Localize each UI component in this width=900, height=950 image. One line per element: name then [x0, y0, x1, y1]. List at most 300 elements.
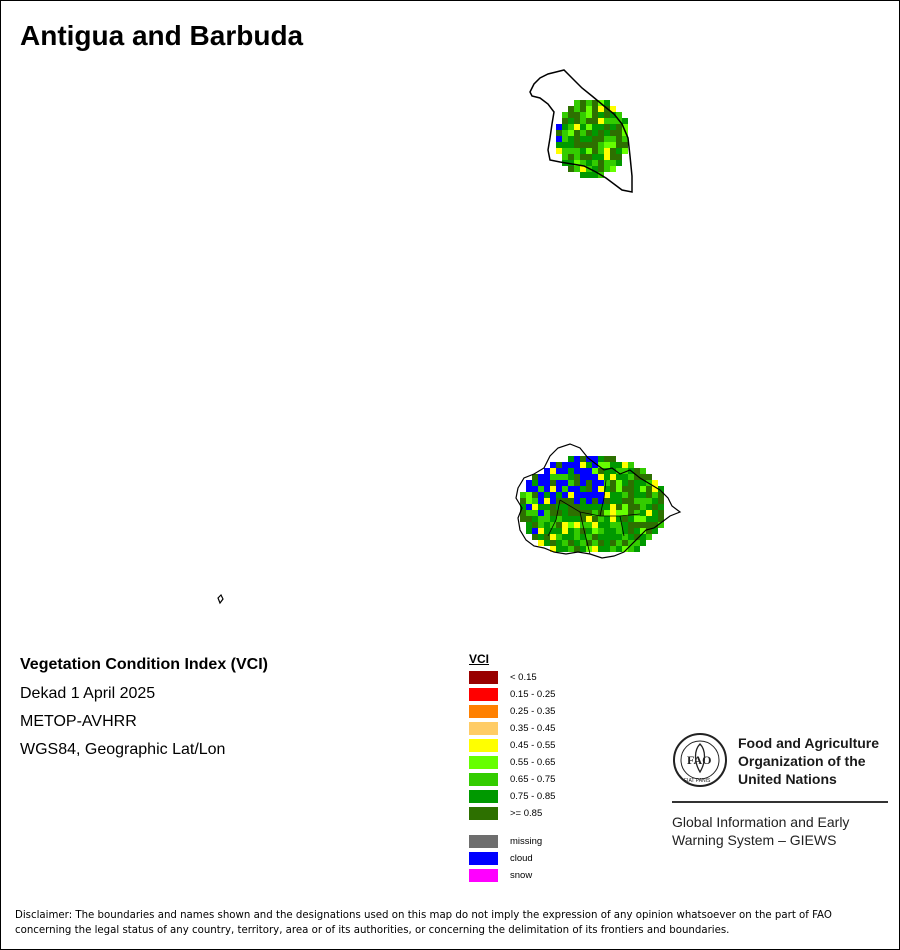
legend-class-row — [469, 788, 555, 805]
vci-pixel — [616, 510, 622, 516]
period-text: Dekad 1 April 2025 — [20, 685, 156, 702]
vci-pixel — [610, 160, 616, 166]
vci-pixel — [604, 546, 610, 552]
vci-pixel — [604, 510, 610, 516]
vci-pixel — [562, 154, 568, 160]
vci-legend — [469, 652, 555, 884]
vci-pixel — [658, 504, 664, 510]
vci-pixel — [580, 148, 586, 154]
vci-pixel — [580, 106, 586, 112]
vci-pixel — [568, 124, 574, 130]
vci-pixel — [574, 474, 580, 480]
vci-pixel — [592, 522, 598, 528]
sensor-text: METOP-AVHRR — [20, 713, 137, 730]
vci-pixel — [616, 462, 622, 468]
vci-pixel — [604, 528, 610, 534]
vci-pixel — [562, 474, 568, 480]
vci-pixel — [598, 118, 604, 124]
vci-pixel — [538, 492, 544, 498]
vci-pixel — [592, 142, 598, 148]
vci-pixel — [610, 480, 616, 486]
vci-pixel — [640, 492, 646, 498]
vci-pixel — [538, 474, 544, 480]
vci-pixel — [628, 516, 634, 522]
vci-pixel — [586, 468, 592, 474]
vci-pixel — [544, 540, 550, 546]
vci-pixel — [634, 510, 640, 516]
vci-pixel — [520, 516, 526, 522]
vci-pixel — [550, 510, 556, 516]
vci-pixel — [580, 136, 586, 142]
vci-pixel — [646, 522, 652, 528]
vci-pixel — [568, 546, 574, 552]
vci-pixel — [544, 480, 550, 486]
vci-pixel — [538, 510, 544, 516]
vci-pixel — [538, 528, 544, 534]
legend-swatch — [469, 688, 498, 701]
vci-pixel — [580, 456, 586, 462]
vci-pixel — [592, 486, 598, 492]
legend-label: 0.55 - 0.65 — [510, 757, 556, 768]
vci-pixel — [616, 540, 622, 546]
legend-class-row — [469, 754, 555, 771]
vci-pixel — [592, 498, 598, 504]
vci-pixel — [586, 516, 592, 522]
vci-pixel — [544, 522, 550, 528]
legend-label: < 0.15 — [510, 672, 537, 683]
vci-pixel — [568, 486, 574, 492]
vci-pixel — [562, 148, 568, 154]
vci-pixel — [586, 100, 592, 106]
vci-pixel — [526, 480, 532, 486]
vci-pixel — [532, 528, 538, 534]
vci-pixel — [526, 504, 532, 510]
vci-pixel — [628, 474, 634, 480]
vci-pixel — [598, 142, 604, 148]
vci-pixel — [562, 468, 568, 474]
vci-pixel — [568, 456, 574, 462]
vci-pixel — [538, 480, 544, 486]
vci-pixel — [610, 528, 616, 534]
vci-pixel — [634, 498, 640, 504]
vci-pixel — [538, 486, 544, 492]
legend-label: >= 0.85 — [510, 808, 543, 819]
vci-pixel — [526, 522, 532, 528]
vci-pixel — [592, 528, 598, 534]
vci-pixel — [574, 534, 580, 540]
vci-pixel — [556, 474, 562, 480]
vci-pixel — [652, 510, 658, 516]
vci-pixel — [568, 130, 574, 136]
vci-pixel — [646, 492, 652, 498]
vci-pixel — [538, 540, 544, 546]
legend-label: 0.45 - 0.55 — [510, 740, 556, 751]
vci-pixel — [622, 480, 628, 486]
vci-pixel — [556, 486, 562, 492]
legend-label: 0.35 - 0.45 — [510, 723, 556, 734]
vci-pixel — [598, 136, 604, 142]
vci-pixel — [568, 468, 574, 474]
vci-pixel — [640, 510, 646, 516]
vci-pixel — [622, 462, 628, 468]
vci-pixel — [586, 118, 592, 124]
vci-pixel — [532, 510, 538, 516]
fao-name — [738, 734, 879, 788]
vci-pixel — [562, 516, 568, 522]
vci-pixel — [550, 540, 556, 546]
vci-pixel — [598, 456, 604, 462]
legend-label: 0.75 - 0.85 — [510, 791, 556, 802]
vci-pixel — [634, 522, 640, 528]
vci-pixel — [550, 534, 556, 540]
vci-pixel — [598, 166, 604, 172]
vci-pixel — [604, 498, 610, 504]
vci-pixel — [586, 462, 592, 468]
vci-pixel — [592, 492, 598, 498]
vci-pixel — [652, 492, 658, 498]
vci-pixel — [640, 504, 646, 510]
vci-pixel — [574, 148, 580, 154]
vci-pixel — [598, 124, 604, 130]
vci-pixel — [622, 118, 628, 124]
vci-pixel — [586, 486, 592, 492]
vci-pixel — [610, 546, 616, 552]
vci-pixel — [610, 166, 616, 172]
vci-pixel — [586, 106, 592, 112]
vci-pixel — [604, 118, 610, 124]
vci-pixel — [574, 118, 580, 124]
legend-class-row — [469, 703, 555, 720]
projection-text: WGS84, Geographic Lat/Lon — [20, 741, 226, 758]
legend-class-row — [469, 737, 555, 754]
vci-pixel — [610, 142, 616, 148]
vci-pixel — [544, 504, 550, 510]
legend-swatch — [469, 722, 498, 735]
vci-pixel — [652, 498, 658, 504]
vci-pixel — [574, 136, 580, 142]
vci-pixel — [610, 148, 616, 154]
vci-pixel — [574, 516, 580, 522]
vci-pixel — [610, 130, 616, 136]
vci-pixel — [592, 112, 598, 118]
vci-pixel — [598, 106, 604, 112]
vci-pixel — [556, 136, 562, 142]
vci-pixel — [556, 148, 562, 154]
vci-pixel — [628, 504, 634, 510]
vci-pixel — [544, 468, 550, 474]
redonda-islet-outline — [218, 595, 223, 603]
vci-pixel — [592, 130, 598, 136]
fao-name-line2: Organization of the — [738, 753, 866, 769]
legend-special-row — [469, 850, 555, 867]
vci-pixel — [580, 492, 586, 498]
vci-pixel — [592, 154, 598, 160]
vci-pixel — [568, 498, 574, 504]
vci-pixel — [592, 124, 598, 130]
vci-pixel — [634, 546, 640, 552]
vci-pixel — [592, 106, 598, 112]
vci-pixel — [604, 462, 610, 468]
vci-pixel — [556, 124, 562, 130]
fao-divider — [672, 801, 888, 803]
legend-label: snow — [510, 870, 533, 881]
vci-pixel — [580, 504, 586, 510]
vci-pixel — [592, 534, 598, 540]
vci-pixel — [628, 528, 634, 534]
vci-pixel — [586, 534, 592, 540]
vci-pixel — [628, 480, 634, 486]
vci-pixel — [574, 456, 580, 462]
vci-pixel — [556, 142, 562, 148]
vci-pixel — [562, 546, 568, 552]
legend-special-row — [469, 867, 555, 884]
vci-pixel — [556, 480, 562, 486]
vci-pixel — [646, 474, 652, 480]
vci-pixel — [568, 148, 574, 154]
vci-pixel — [598, 112, 604, 118]
vci-pixel — [520, 492, 526, 498]
vci-pixel — [646, 510, 652, 516]
vci-pixel — [556, 468, 562, 474]
vci-pixel — [568, 480, 574, 486]
vci-pixel — [562, 492, 568, 498]
vci-pixel — [610, 124, 616, 130]
vci-pixel — [616, 124, 622, 130]
vci-pixel — [574, 546, 580, 552]
vci-pixel — [616, 492, 622, 498]
vci-pixel — [604, 504, 610, 510]
vci-pixel — [592, 160, 598, 166]
vci-pixel — [622, 498, 628, 504]
legend-class-row — [469, 720, 555, 737]
vci-pixel — [604, 148, 610, 154]
vci-pixel — [532, 486, 538, 492]
fao-name-line3: United Nations — [738, 771, 837, 787]
vci-pixel — [592, 504, 598, 510]
vci-pixel — [586, 504, 592, 510]
vci-pixel — [574, 462, 580, 468]
vci-pixel — [568, 534, 574, 540]
vci-pixel — [616, 480, 622, 486]
vci-pixel — [646, 516, 652, 522]
vci-pixel — [622, 142, 628, 148]
vci-pixel — [544, 510, 550, 516]
map-title: Antigua and Barbuda — [20, 20, 304, 51]
vci-pixel — [604, 142, 610, 148]
vci-pixel — [574, 100, 580, 106]
vci-pixel — [622, 474, 628, 480]
vci-pixel — [562, 522, 568, 528]
vci-pixel — [598, 148, 604, 154]
vci-pixel — [568, 522, 574, 528]
legend-special-classes — [469, 833, 555, 884]
vci-pixel — [628, 492, 634, 498]
vci-pixel — [640, 486, 646, 492]
legend-class-row — [469, 771, 555, 788]
vci-pixel — [646, 504, 652, 510]
vci-pixel — [610, 510, 616, 516]
vci-pixel — [568, 492, 574, 498]
vci-pixel — [574, 142, 580, 148]
vci-pixel — [610, 456, 616, 462]
legend-label: 0.65 - 0.75 — [510, 774, 556, 785]
vci-pixel — [526, 510, 532, 516]
vci-pixel — [628, 522, 634, 528]
vci-pixel — [610, 534, 616, 540]
vci-pixel — [586, 130, 592, 136]
vci-pixel — [550, 486, 556, 492]
vci-pixel — [568, 510, 574, 516]
vci-pixel — [580, 100, 586, 106]
vci-pixel — [526, 528, 532, 534]
vci-pixel — [592, 516, 598, 522]
vci-pixel — [574, 486, 580, 492]
legend-label: 0.25 - 0.35 — [510, 706, 556, 717]
vci-pixel — [586, 498, 592, 504]
vci-pixel — [622, 540, 628, 546]
vci-pixel — [526, 498, 532, 504]
vci-pixel — [556, 462, 562, 468]
vci-pixel — [574, 510, 580, 516]
vci-pixel — [598, 480, 604, 486]
vci-pixel — [604, 124, 610, 130]
vci-pixel — [586, 492, 592, 498]
legend-swatch — [469, 739, 498, 752]
vci-pixel — [652, 504, 658, 510]
vci-pixel — [586, 480, 592, 486]
vci-pixel — [598, 516, 604, 522]
vci-pixel — [634, 528, 640, 534]
vci-pixel — [580, 468, 586, 474]
vci-pixel — [598, 160, 604, 166]
vci-pixel — [652, 516, 658, 522]
vci-pixel — [604, 474, 610, 480]
vci-pixel — [574, 540, 580, 546]
vci-pixel — [568, 540, 574, 546]
vci-pixel — [586, 474, 592, 480]
vci-pixel — [580, 498, 586, 504]
vci-pixel — [592, 546, 598, 552]
vci-pixel — [592, 474, 598, 480]
vci-pixel — [622, 522, 628, 528]
vci-pixel — [532, 480, 538, 486]
vci-pixel — [580, 130, 586, 136]
vci-pixel — [568, 474, 574, 480]
vci-pixel — [538, 516, 544, 522]
vci-pixel — [628, 462, 634, 468]
vci-pixel — [556, 540, 562, 546]
vci-pixel — [598, 528, 604, 534]
giews-line1: Global Information and Early — [672, 814, 850, 830]
vci-pixel — [604, 160, 610, 166]
legend-swatch — [469, 835, 498, 848]
vci-pixel — [610, 522, 616, 528]
vci-pixel — [592, 468, 598, 474]
fao-logo-motto: FIAT PANIS — [684, 778, 711, 784]
vci-pixel — [604, 480, 610, 486]
legend-swatch — [469, 705, 498, 718]
vci-pixel — [586, 154, 592, 160]
legend-swatch — [469, 671, 498, 684]
vci-pixel — [604, 456, 610, 462]
vci-pixel — [634, 486, 640, 492]
vci-pixel — [622, 148, 628, 154]
vci-pixel — [556, 492, 562, 498]
vci-pixel — [562, 118, 568, 124]
vci-pixel — [604, 540, 610, 546]
vci-pixel — [568, 462, 574, 468]
vci-pixel — [562, 540, 568, 546]
vci-pixel — [598, 504, 604, 510]
vci-pixel — [646, 534, 652, 540]
vci-pixel — [574, 166, 580, 172]
vci-pixel — [574, 522, 580, 528]
vci-pixel — [562, 130, 568, 136]
vci-pixel — [568, 106, 574, 112]
vci-pixel — [556, 528, 562, 534]
vci-pixel — [610, 474, 616, 480]
legend-label: cloud — [510, 853, 533, 864]
vci-pixel — [568, 154, 574, 160]
vci-pixel — [568, 528, 574, 534]
vci-pixel — [610, 154, 616, 160]
vci-pixel — [544, 492, 550, 498]
vci-pixel — [562, 136, 568, 142]
vci-pixel — [610, 516, 616, 522]
legend-class-row — [469, 686, 555, 703]
index-title: Vegetation Condition Index (VCI) — [20, 656, 268, 673]
vci-pixel — [598, 534, 604, 540]
vci-pixel — [538, 498, 544, 504]
vci-pixel — [592, 148, 598, 154]
vci-pixel — [598, 154, 604, 160]
vci-pixel — [634, 480, 640, 486]
vci-pixel — [652, 528, 658, 534]
vci-pixel — [568, 516, 574, 522]
vci-pixel — [532, 534, 538, 540]
vci-pixel — [640, 540, 646, 546]
vci-pixel — [580, 546, 586, 552]
vci-pixel — [640, 468, 646, 474]
vci-pixel — [532, 498, 538, 504]
vci-pixel — [598, 522, 604, 528]
vci-pixel — [598, 486, 604, 492]
barbuda-vci-pixels — [556, 100, 628, 178]
vci-pixel — [634, 468, 640, 474]
vci-pixel — [640, 498, 646, 504]
vci-pixel — [544, 486, 550, 492]
vci-pixel — [592, 118, 598, 124]
vci-pixel — [532, 516, 538, 522]
vci-pixel — [634, 516, 640, 522]
legend-swatch — [469, 852, 498, 865]
vci-pixel — [574, 130, 580, 136]
vci-pixel — [622, 504, 628, 510]
legend-label: 0.15 - 0.25 — [510, 689, 556, 700]
vci-pixel — [628, 534, 634, 540]
legend-swatch — [469, 869, 498, 882]
vci-pixel — [580, 486, 586, 492]
vci-pixel — [574, 106, 580, 112]
vci-pixel — [598, 474, 604, 480]
vci-pixel — [604, 522, 610, 528]
vci-pixel — [532, 492, 538, 498]
vci-pixel — [538, 522, 544, 528]
vci-pixel — [616, 546, 622, 552]
vci-pixel — [580, 172, 586, 178]
vci-pixel — [532, 504, 538, 510]
vci-pixel — [586, 528, 592, 534]
